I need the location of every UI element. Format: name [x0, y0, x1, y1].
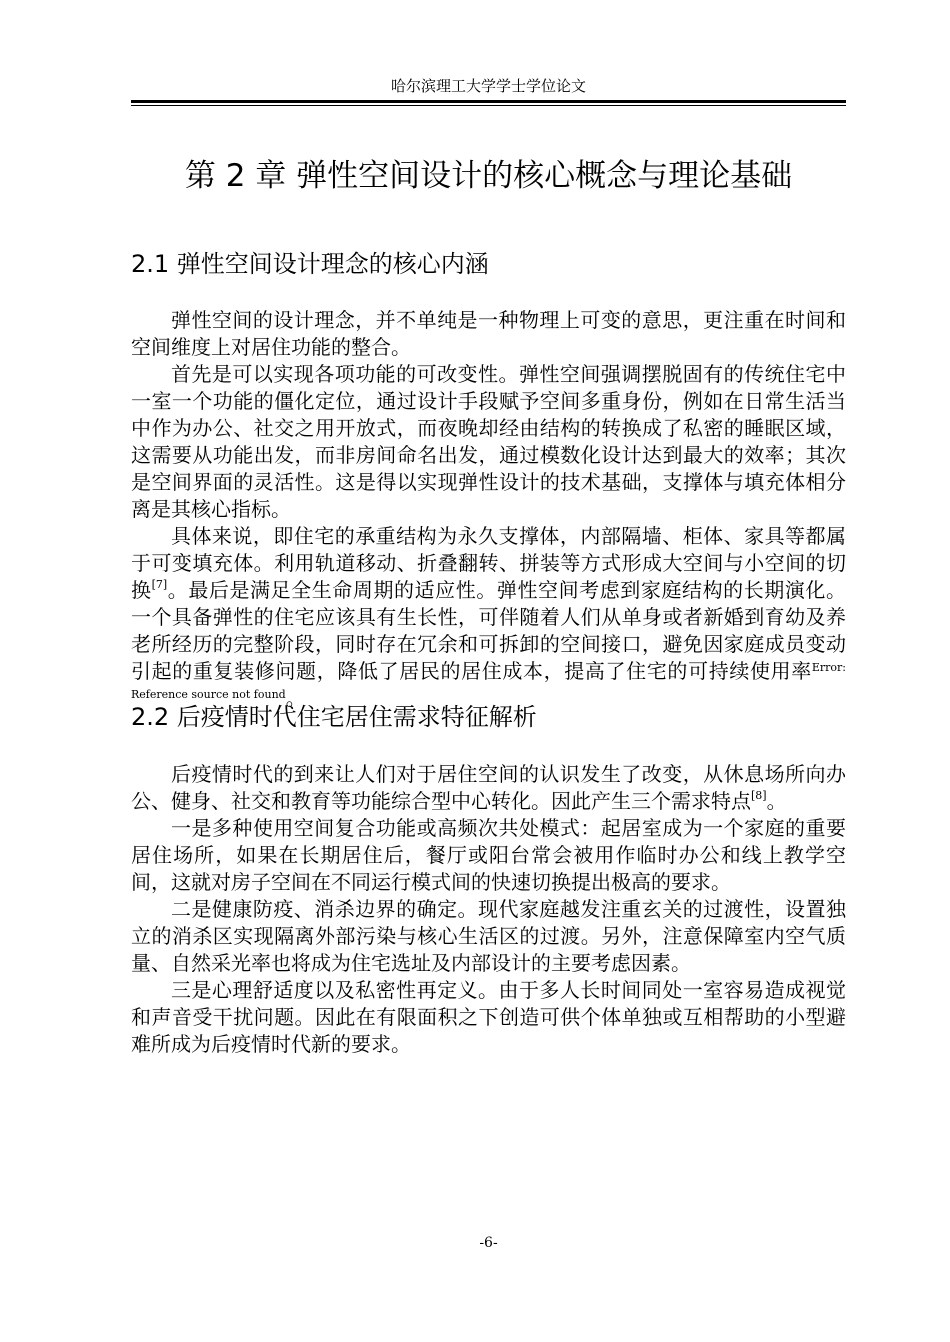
- citation-ref: [8]: [751, 789, 767, 802]
- paragraph: [131, 761, 846, 815]
- reference-error-note: Error: Reference source not found: [131, 661, 846, 701]
- paragraph: [131, 523, 846, 712]
- paragraph-text: 首先是可以实现各项功能的可改变性。弹性空间强调摆脱固有的传统住宅中一室一个功能的僵化定位，通过设计手段赋予空间多重身份，例如在日常生活当中作为办公、社交之用开放式，而夜晚却经由结构的转换成了私密的睡眠区域，这需要从功能出发，而非房间命名出发，通过模数化设计达到最大的效率；其次是空间界面的灵活性。这是得以实现弹性设计的技术基础，支撑体与填充体相分离是其核心指标。: [131, 362, 846, 521]
- section-heading-2-2: 2.2 后疫情时代住宅居住需求特征解析: [131, 703, 537, 731]
- paragraph: [131, 307, 846, 361]
- section-2-2-body: [131, 761, 846, 1058]
- paragraph: [131, 815, 846, 896]
- paragraph-text: 。最后是满足全生命周期的适应性。弹性空间考虑到家庭结构的长期演化。一个具备弹性的住宅应该具有生长性，可伴随着人们从单身或者新婚到育幼及养老所经历的完整阶段，同时存在冗余和可拆卸的空间接口，避免因家庭成员变动引起的重复装修问题，降低了居民的居住成本，提高了住宅的可持续使用率: [131, 578, 847, 683]
- section-heading-2-1: 2.1 弹性空间设计理念的核心内涵: [131, 250, 489, 278]
- paragraph-text: 后疫情时代的到来让人们对于居住空间的认识发生了改变，从休息场所向办公、健身、社交和教育等功能综合型中心转化。因此产生三个需求特点: [131, 762, 846, 813]
- paragraph-text: 具体来说，即住宅的承重结构为永久支撑体，内部隔墙、柜体、家具等都属于可变填充体。利用轨道移动、折叠翻转、拼装等方式形成大空间与小空间的切换: [131, 524, 846, 602]
- header-rule-thin: [131, 105, 846, 106]
- paragraph-text: 二是健康防疫、消杀边界的确定。现代家庭越发注重玄关的过渡性，设置独立的消杀区实现隔离外部污染与核心生活区的过渡。另外，注意保障室内空气质量、自然采光率也将成为住宅选址及内部设计的主要考虑因素。: [131, 897, 846, 975]
- paragraph-text: 弹性空间的设计理念，并不单纯是一种物理上可变的意思，更注重在时间和空间维度上对居住功能的整合。: [131, 308, 846, 359]
- section-2-1-body: [131, 307, 846, 712]
- chapter-title: 第 2 章 弹性空间设计的核心概念与理论基础: [184, 158, 793, 194]
- running-header: 哈尔滨理工大学学士学位论文: [390, 77, 586, 95]
- paragraph-text: 一是多种使用空间复合功能或高频次共处模式：起居室成为一个家庭的重要居住场所，如果在长期居住后，餐厅或阳台常会被用作临时办公和线上教学空间，这就对房子空间在不同运行模式间的快速切换提出极高的要求。: [131, 816, 846, 894]
- paragraph-text: 三是心理舒适度以及私密性再定义。由于多人长时间同处一室容易造成视觉和声音受干扰问题。因此在有限面积之下创造可供个体单独或互相帮助的小型避难所成为后疫情时代新的要求。: [131, 978, 846, 1056]
- paragraph: [131, 977, 846, 1058]
- header-rule-thick: [131, 100, 846, 103]
- page-number: -6-: [479, 1235, 498, 1251]
- paragraph: [131, 361, 846, 523]
- paragraph: [131, 896, 846, 977]
- paragraph-text: 。: [766, 789, 787, 813]
- paragraph-text: 。: [285, 686, 306, 710]
- citation-ref: [7]: [151, 578, 168, 591]
